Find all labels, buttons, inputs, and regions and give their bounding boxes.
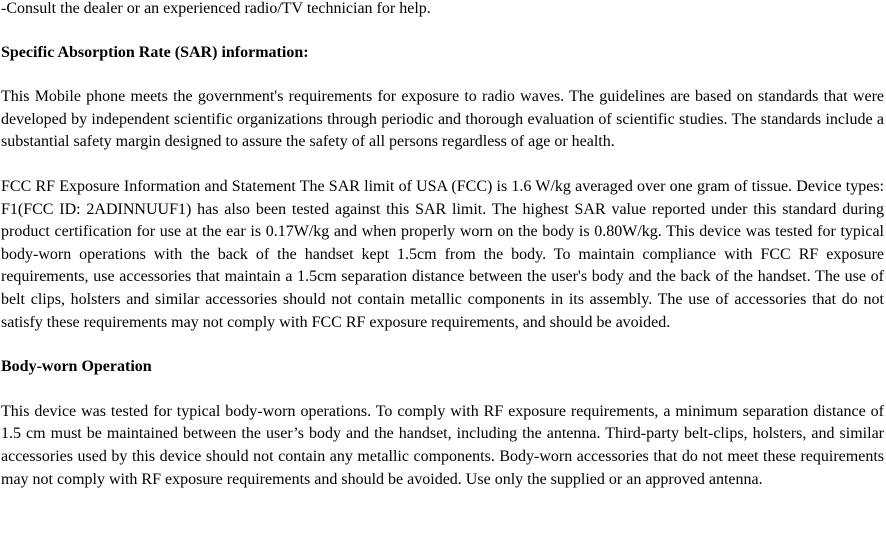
document-page bbox=[1, 0, 884, 491]
sar-heading: Specific Absorption Rate (SAR) information: bbox=[1, 43, 309, 61]
fcc-rf-exposure-paragraph: FCC RF Exposure Information and Statement The SAR limit of USA (FCC) is 1.6 W/kg averaged over one gram of tissue. Device types: F1(FCC ID: 2ADINNUUF1) has also been tested against this SAR limit. The highest SAR value reported under this standard during product certification for use at the ear is 0.17W/kg and when properly worn on the body is 0.80W/kg. This device was tested for typical body-worn operations with the back of the handset kept 1.5cm from the body. To maintain compliance with FCC RF exposure requirements, use accessories that maintain a 1.5cm separation distance between the user's body and the back of the handset. The use of belt clips, holsters and similar accessories should not contain metallic components in its assembly. The use of accessories that do not satisfy these requirements may not comply with FCC RF exposure requirements, and should be avoided. bbox=[1, 177, 884, 331]
consult-dealer-line: -Consult the dealer or an experienced radio/TV technician for help. bbox=[1, 0, 431, 17]
body-worn-heading: Body-worn Operation bbox=[1, 358, 152, 376]
body-worn-paragraph: This device was tested for typical body-worn operations. To comply with RF exposure requirements, a minimum separation distance of 1.5 cm must be maintained between the user’s body and the handset, including the antenna. Third-party belt-clips, holsters, and similar accessories used by this device should not contain any metallic components. Body-worn accessories that do not meet these requirements may not comply with RF exposure requirements and should be avoided. Use only the supplied or an approved antenna. bbox=[1, 402, 884, 488]
sar-paragraph: This Mobile phone meets the government's requirements for exposure to radio waves. The guidelines are based on standards that were developed by independent scientific organizations through periodic and thorough evaluation of scientific studies. The standards include a substantial safety margin designed to assure the safety of all persons regardless of age or health. bbox=[1, 88, 884, 151]
